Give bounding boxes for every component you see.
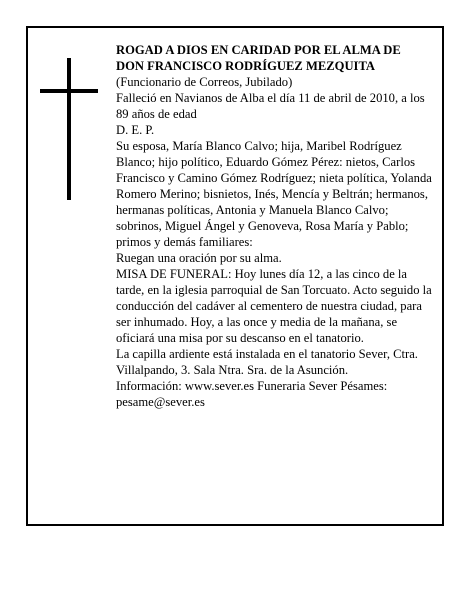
heading-line-1: ROGAD A DIOS EN CARIDAD POR EL ALMA DE — [116, 43, 401, 57]
family-list: Su esposa, María Blanco Calvo; hija, Maribel Rodríguez Blanco; hijo político, Eduardo Gómez Pérez: nietos, Carlos Francisco y Camino Gómez Rodríguez; nieta política, Yolanda Romero Merino; bisnietos, Inés, Mencía y Beltrán; hermanos, hermanas políticas, Antonia y Manuela Blanco Calvo; sobrinos, Miguel Ángel y Genoveva, Rosa María y Pablo; primos y demás familiares: — [116, 139, 432, 249]
obituary-notice — [26, 26, 444, 526]
cross-icon — [67, 58, 71, 200]
contact-info: Información: www.sever.es Funeraria Sever Pésames: pesame@sever.es — [116, 379, 388, 409]
cross-icon-bar — [40, 89, 98, 93]
rip: D. E. P. — [116, 123, 155, 137]
prayer-request: Ruegan una oración por su alma. — [116, 251, 282, 265]
deceased-name: DON FRANCISCO RODRÍGUEZ MEZQUITA — [116, 59, 376, 73]
occupation: (Funcionario de Correos, Jubilado) — [116, 75, 293, 89]
funeral-mass: MISA DE FUNERAL: Hoy lunes día 12, a las cinco de la tarde, en la iglesia parroquial de San Torcuato. Acto seguido la conducción del cadáver al cementero de nuestra ciudad, para ser inhumado. Hoy, a las once y media de la mañana, se oficiará una misa por su descanso en el tanatorio. — [116, 267, 432, 345]
death-details: Falleció en Navianos de Alba el día 11 de abril de 2010, a los 89 años de edad — [116, 91, 425, 121]
chapel-info: La capilla ardiente está instalada en el tanatorio Sever, Ctra. Villalpando, 3. Sala Ntra. Sra. de la Asunción. — [116, 347, 418, 377]
obituary-text — [116, 42, 432, 410]
